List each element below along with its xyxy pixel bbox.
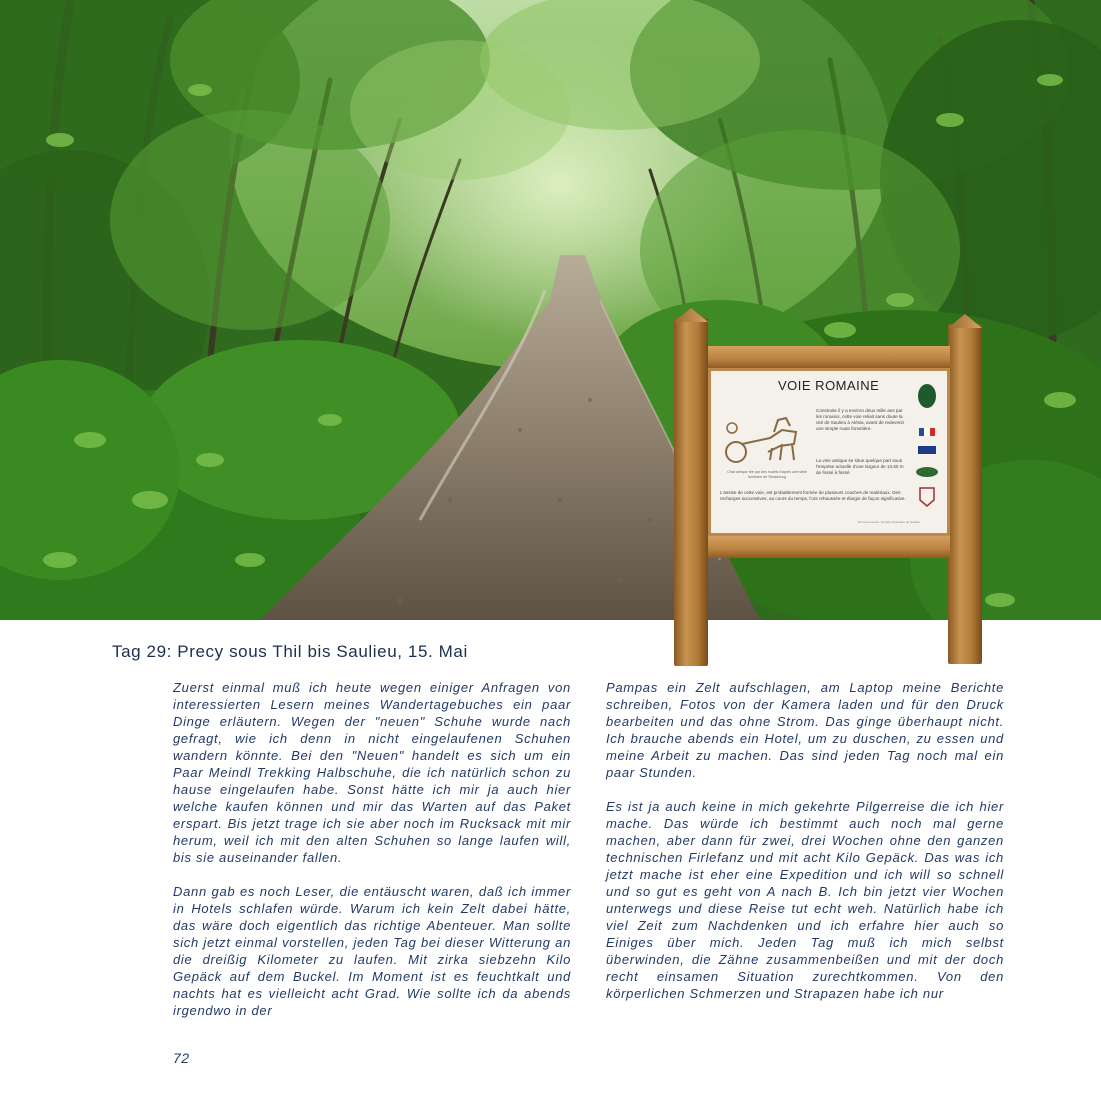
- sign-text-a: Construite il y a environ deux mille ans par les romains, cette voie reliait sans doute la cité de Saulieu à Alésia, avant de redevenir une simple route forestière.: [816, 408, 905, 431]
- page-title: Tag 29: Precy sous Thil bis Saulieu, 15. Mai: [112, 642, 468, 661]
- chariot-illustration-icon: [722, 408, 808, 468]
- sponsor-logos-icon: [914, 382, 940, 512]
- paragraph: Dann gab es noch Leser, die entäuscht waren, daß ich immer in Hotels schlafen würde. Warum ich kein Zelt dabei hätte, das wäre doch eigentlich das richtige Abenteuer. Man sollte sich jetzt einmal vorstellen, jeden Tag bei dieser Witterung an die dreißig Kilometer zu laufen. Mit zirka siebzehn Kilo Gepäck auf dem Buckel. Im Moment ist es feuchtkalt und nachts hat es vielleicht acht Grad. Wie sollte ich da abends irgendwo in der: [173, 884, 571, 1018]
- sign-credit: Remerciements: Société Historique de Saulieu: [858, 520, 921, 524]
- sign-title: VOIE ROMAINE: [778, 378, 880, 393]
- sign-beam-bottom: [708, 536, 950, 558]
- paragraph: Pampas ein Zelt aufschlagen, am Laptop meine Berichte schreiben, Fotos von der Kamera laden und für den Druck bearbeiten und das ohne Strom. Das ginge überhaupt nicht. Ich brauche abends ein Hotel, um zu duschen, zu essen und meine Arbeit zu machen. Das sind jeden Tag noch mal ein paar Stunden.: [606, 680, 1004, 780]
- sign-beam-top: [708, 346, 950, 368]
- text-column-left: [173, 679, 571, 1019]
- sign-post-right: [948, 324, 982, 664]
- sign-text-b: La voie antique se situe quelque part sous l'emprise actuelle d'une largeur de 13,50 m de fossé à fossé.: [816, 458, 904, 475]
- text-column-right: [606, 679, 1004, 1002]
- paragraph: Es ist ja auch keine in mich gekehrte Pilgerreise die ich hier mache. Das würde ich bestimmt auch noch mal gerne machen, aber dann für zwei, drei Wochen ohne den ganzen technischen Firlefanz und mit acht Kilo Gepäck. Das was ich jetzt mache ist eher eine Expedition und ich will so schnell und so gut es geht von A nach B. Ich bin jetzt vier Wochen unterwegs und diese Reise tut echt weh. Natürlich habe ich viel Zeit zum Nachdenken und ich erfahre hier auch so Einiges über mich. Jeden Tag muß ich mich selbst überwinden, die Zähne zusammenbeißen und mit der doch recht einsamen Situation zurechtkommen. Von den körperlichen Schmerzen und Strapazen habe ich nur: [606, 799, 1004, 1001]
- info-sign: [670, 318, 985, 668]
- sign-post-left: [674, 318, 708, 666]
- sign-panel: [708, 368, 950, 536]
- paragraph: Zuerst einmal muß ich heute wegen einiger Anfragen von interessierten Lesern meines Wandertagebuches ein paar Dinge erläutern. Wegen der "neuen" Schuhe wurde nach gefragt, wie ich denn in nicht eingelaufenen Schuhen wandern könnte. Bei den "Neuen" handelt es sich um ein Paar Meindl Trekking Halbschuhe, die ich natürlich schon zu hause eingelaufen habe. Sonst hätte ich mir ja auch hier welche kaufen können und mir das Warten auf das Paket erspart. Bis jetzt trage ich sie aber noch im Rucksack mit mir herum, weil ich mit den alten Schuhen so lange laufen will, bis sie auseinander fallen.: [173, 680, 571, 865]
- sign-text-c: L'assise de cette voie, est probablement formée de plusieurs couches de matériaux. Des recharges successives, au cours du temps, l'ont rehaussée et élargie de façon significative.: [720, 490, 906, 501]
- sign-caption: Char antique tiré par des mulets d'après une stèle funéraire de Strasbourg: [727, 470, 807, 479]
- page-number: 72: [173, 1050, 190, 1066]
